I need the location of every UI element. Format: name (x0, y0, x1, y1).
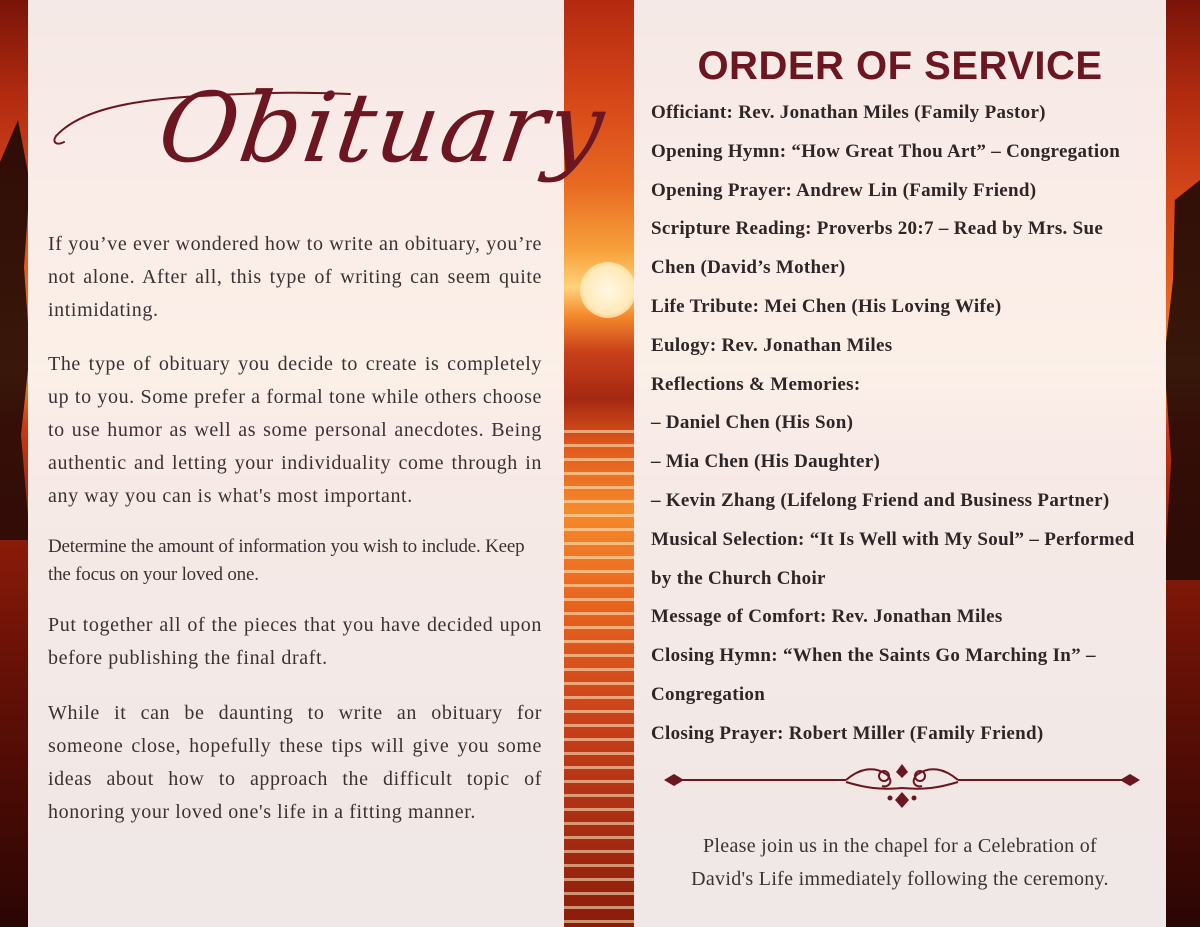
list-item: Life Tribute: Mei Chen (His Loving Wife) (651, 295, 1002, 317)
list-item: – Mia Chen (His Daughter) (651, 451, 881, 473)
order-of-service-title: ORDER OF SERVICE (697, 44, 1103, 88)
water-reflection (564, 430, 634, 927)
closing-paragraph: While it can be daunting to write an obituary for someone close, hopefully these tips will give you some ideas about how to approach the difficult topic of honoring your loved one's life in a fitting manner. (48, 702, 542, 823)
tone-paragraph: The type of obituary you decide to create is completely up to you. Some prefer a formal tone while others choose to use humor as well as some personal anecdotes. Being authentic and letting your individuality come through in any way you can is what's most important. (48, 353, 542, 507)
list-item: Officiant: Rev. Jonathan Miles (Family Pastor) (651, 102, 1046, 123)
list-item: Opening Prayer: Andrew Lin (Family Friend) (651, 179, 1037, 201)
list-item: Eulogy: Rev. Jonathan Miles (651, 334, 893, 356)
list-item: Congregation (651, 683, 766, 705)
info-paragraph: Determine the amount of information you wish to include. Keep the focus on your loved one. (48, 536, 525, 585)
list-item: – Daniel Chen (His Son) (651, 412, 854, 434)
closing-note-line: David's Life immediately following the ceremony. (691, 868, 1109, 890)
pieces-paragraph: Put together all of the pieces that you have decided upon before publishing the final draft. (48, 614, 542, 669)
list-item: Opening Hymn: “How Great Thou Art” – Congregation (651, 140, 1121, 162)
list-item: Closing Prayer: Robert Miller (Family Friend) (651, 722, 1044, 744)
list-item: Reflections & Memories: (651, 373, 861, 395)
closing-note (634, 830, 1166, 896)
list-item: Scripture Reading: Proverbs 20:7 – Read by Mrs. Sue (651, 218, 1104, 240)
ornamental-divider-icon (660, 758, 1144, 818)
page-title: Obituary (152, 72, 613, 184)
list-item: Closing Hymn: “When the Saints Go Marching In” – (651, 645, 1096, 667)
list-item: Musical Selection: “It Is Well with My Soul” – Performed (651, 528, 1135, 550)
list-item: Chen (David’s Mother) (651, 257, 846, 279)
closing-note-line: Please join us in the chapel for a Celebration of (702, 835, 1098, 857)
list-item: Message of Comfort: Rev. Jonathan Miles (651, 606, 1003, 628)
list-item: by the Church Choir (651, 567, 826, 589)
list-item: – Kevin Zhang (Lifelong Friend and Business Partner) (651, 489, 1110, 511)
sun-image (580, 262, 636, 318)
service-list (651, 94, 1151, 754)
intro-paragraph: If you’ve ever wondered how to write an obituary, you’re not alone. After all, this type of writing can seem quite intimidating. (48, 233, 542, 321)
left-body (48, 228, 542, 829)
